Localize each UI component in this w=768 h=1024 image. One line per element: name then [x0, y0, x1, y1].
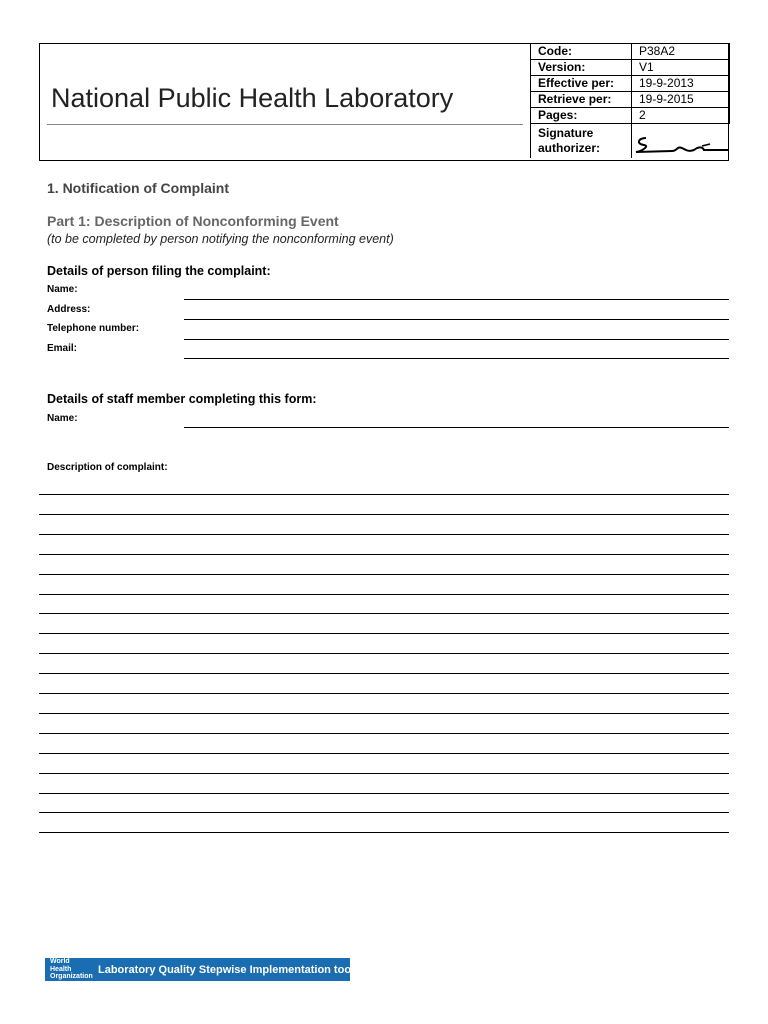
description-ruled-line[interactable] [39, 633, 729, 634]
meta-value: 2 [632, 108, 730, 124]
description-ruled-line[interactable] [39, 832, 729, 833]
meta-value: 19-9-2015 [632, 92, 730, 108]
complainant-name-field[interactable] [184, 299, 729, 300]
signature-label: Signature authorizer: [531, 124, 632, 159]
description-ruled-line[interactable] [39, 594, 729, 595]
description-ruled-line[interactable] [39, 812, 729, 813]
part-title: Part 1: Description of Nonconforming Event [47, 213, 339, 229]
description-ruled-line[interactable] [39, 494, 729, 495]
description-ruled-line[interactable] [39, 534, 729, 535]
complainant-address-label: Address: [47, 304, 91, 315]
meta-row-effective [531, 76, 730, 92]
lab-title: National Public Health Laboratory [51, 83, 454, 113]
meta-label: Code: [531, 44, 632, 60]
meta-row-code [531, 44, 730, 60]
title-rule [47, 124, 523, 125]
description-label: Description of complaint: [47, 462, 168, 473]
staff-heading: Details of staff member completing this form: [47, 392, 317, 406]
meta-label: Version: [531, 60, 632, 76]
description-ruled-line[interactable] [39, 713, 729, 714]
meta-value: 19-9-2013 [632, 76, 730, 92]
meta-label: Retrieve per: [531, 92, 632, 108]
section-title: 1. Notification of Complaint [47, 180, 229, 196]
description-ruled-line[interactable] [39, 793, 729, 794]
part-note: (to be completed by person notifying the nonconforming event) [47, 232, 394, 246]
description-ruled-line[interactable] [39, 753, 729, 754]
staff-name-label: Name: [47, 413, 78, 424]
who-name [50, 958, 92, 981]
description-ruled-line[interactable] [39, 514, 729, 515]
description-ruled-line[interactable] [39, 693, 729, 694]
complainant-telephone-label: Telephone number: [47, 323, 140, 334]
description-ruled-line[interactable] [39, 554, 729, 555]
tool-name: Laboratory Quality Stepwise Implementation tool [98, 963, 355, 976]
footer-banner [45, 958, 355, 981]
description-ruled-line[interactable] [39, 673, 729, 674]
complainant-telephone-field[interactable] [184, 339, 729, 340]
meta-label: Effective per: [531, 76, 632, 92]
meta-row-version [531, 60, 730, 76]
complainant-email-field[interactable] [184, 358, 729, 359]
meta-value: P38A2 [632, 44, 730, 60]
description-ruled-line[interactable] [39, 773, 729, 774]
signature-scribble-icon [632, 134, 732, 160]
who-name-line1: World Health [50, 958, 72, 973]
meta-row-pages [531, 108, 730, 124]
complainant-email-label: Email: [47, 343, 78, 354]
description-ruled-line[interactable] [39, 733, 729, 734]
description-ruled-line[interactable] [39, 574, 729, 575]
complainant-heading: Details of person filing the complaint: [47, 264, 271, 278]
who-name-line2: Organization [50, 973, 93, 981]
complainant-name-label: Name: [47, 284, 78, 295]
staff-name-field[interactable] [184, 427, 729, 428]
description-ruled-line[interactable] [39, 613, 729, 614]
description-ruled-line[interactable] [39, 653, 729, 654]
complainant-address-field[interactable] [184, 319, 729, 320]
meta-value: V1 [632, 60, 730, 76]
meta-label: Pages: [531, 108, 632, 124]
meta-row-retrieve [531, 92, 730, 108]
